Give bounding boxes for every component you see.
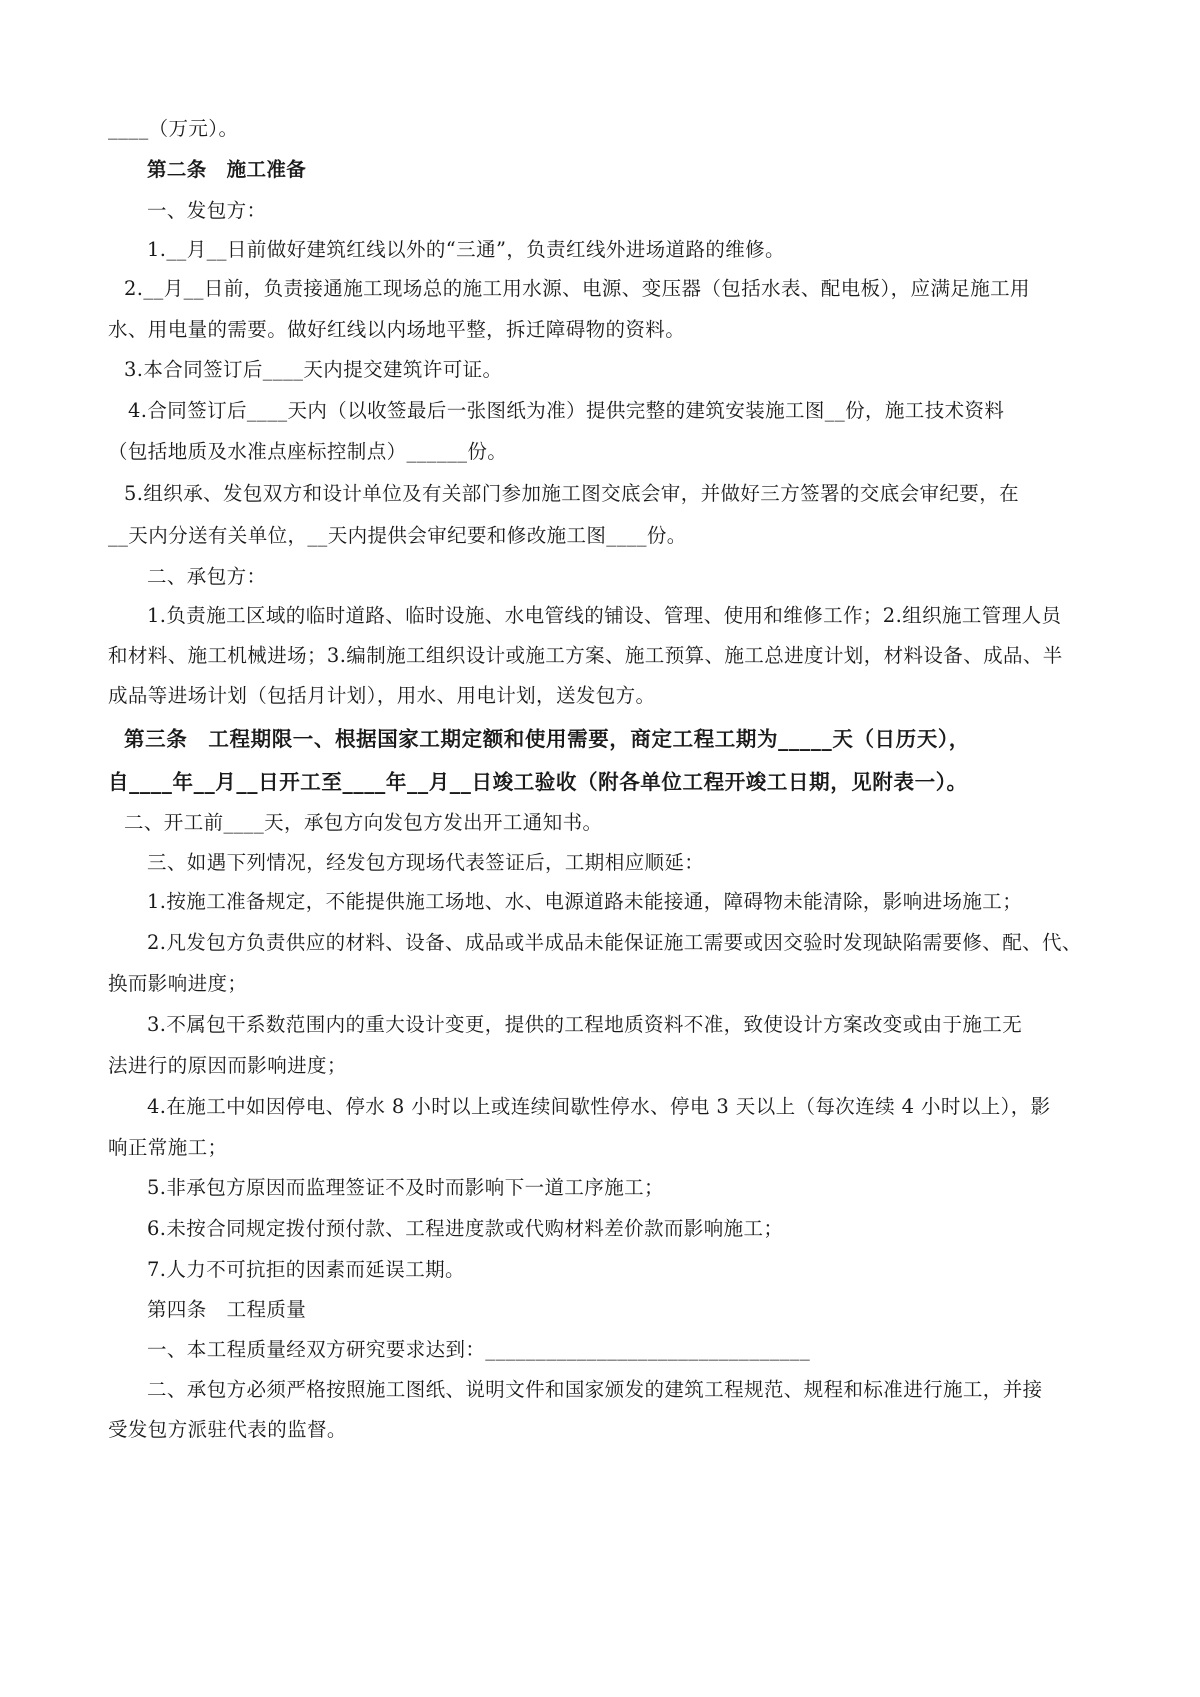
text-line: （包括地质及水准点座标控制点）______份。 xyxy=(108,440,508,463)
text-line: 三、如遇下列情况，经发包方现场代表签证后，工期相应顺延： xyxy=(147,851,705,874)
text-line: 5.组织承、发包双方和设计单位及有关部门参加施工图交底会审，并做好三方签署的交底会审纪要，在 xyxy=(124,482,1020,505)
text-line: 水、用电量的需要。做好红线以内场地平整，拆迁障碍物的资料。 xyxy=(108,318,686,341)
text-line: 成品等进场计划（包括月计划），用水、用电计划，送发包方。 xyxy=(108,684,656,707)
text-line: 2.凡发包方负责供应的材料、设备、成品或半成品未能保证施工需要或因交验时发现缺陷需要修、配、代、 xyxy=(147,931,1082,954)
text-line: 二、开工前____天，承包方向发包方发出开工通知书。 xyxy=(124,811,603,834)
text-line: 和材料、施工机械进场；3.编制施工组织设计或施工方案、施工预算、施工总进度计划，材料设备、成品、半 xyxy=(108,644,1063,667)
text-line: 6.未按合同规定拨付预付款、工程进度款或代购材料差价款而影响施工； xyxy=(147,1217,784,1240)
article-heading: 第二条 施工准备 xyxy=(147,158,307,181)
text-line: 3.不属包干系数范围内的重大设计变更，提供的工程地质资料不准，致使设计方案改变或由于施工无 xyxy=(147,1013,1023,1036)
text-line: 换而影响进度； xyxy=(108,972,248,995)
text-line: 法进行的原因而影响进度； xyxy=(108,1054,347,1077)
text-line: 2.__月__日前，负责接通施工现场总的施工用水源、电源、变压器（包括水表、配电板），应满足施工用 xyxy=(124,277,1030,300)
article-heading: 第四条 工程质量 xyxy=(147,1298,307,1321)
text-line: __天内分送有关单位，__天内提供会审纪要和修改施工图____份。 xyxy=(108,524,687,547)
text-line: ____（万元）。 xyxy=(108,117,239,140)
text-line: 7.人力不可抗拒的因素而延误工期。 xyxy=(147,1258,465,1281)
article-heading: 第三条 工程期限一、根据国家工期定额和使用需要，商定工程工期为_____天（日历天）， xyxy=(124,727,970,751)
text-line: 4.在施工中如因停电、停水 8 小时以上或连续间歇性停水、停电 3 天以上（每次连续 4 小时以上），影 xyxy=(147,1095,1051,1118)
text-line: 3.本合同签订后____天内提交建筑许可证。 xyxy=(124,358,503,381)
text-line: 1.按施工准备规定，不能提供施工场地、水、电源道路未能接通，障碍物未能清除，影响进场施工； xyxy=(147,890,1023,913)
text-line: 1.__月__日前做好建筑红线以外的“三通”，负责红线外进场道路的维修。 xyxy=(147,238,785,261)
section-heading: 一、发包方： xyxy=(147,199,267,222)
section-heading: 二、承包方： xyxy=(147,565,267,588)
text-line: 一、本工程质量经双方研究要求达到：________________________________ xyxy=(147,1338,811,1361)
text-line: 5.非承包方原因而监理签证不及时而影响下一道工序施工； xyxy=(147,1176,664,1199)
text-line: 二、承包方必须严格按照施工图纸、说明文件和国家颁发的建筑工程规范、规程和标准进行施工，并接 xyxy=(147,1378,1043,1401)
text-line: 1.负责施工区域的临时道路、临时设施、水电管线的铺设、管理、使用和维修工作；2.组织施工管理人员 xyxy=(147,604,1062,627)
text-line: 响正常施工； xyxy=(108,1136,228,1159)
text-line-bold: 自____年__月__日开工至____年__月__日竣工验收（附各单位工程开竣工日期，见附表一）。 xyxy=(108,770,968,794)
text-line: 受发包方派驻代表的监督。 xyxy=(108,1418,347,1441)
text-line: 4.合同签订后____天内（以收签最后一张图纸为准）提供完整的建筑安装施工图__份，施工技术资料 xyxy=(128,399,1005,422)
